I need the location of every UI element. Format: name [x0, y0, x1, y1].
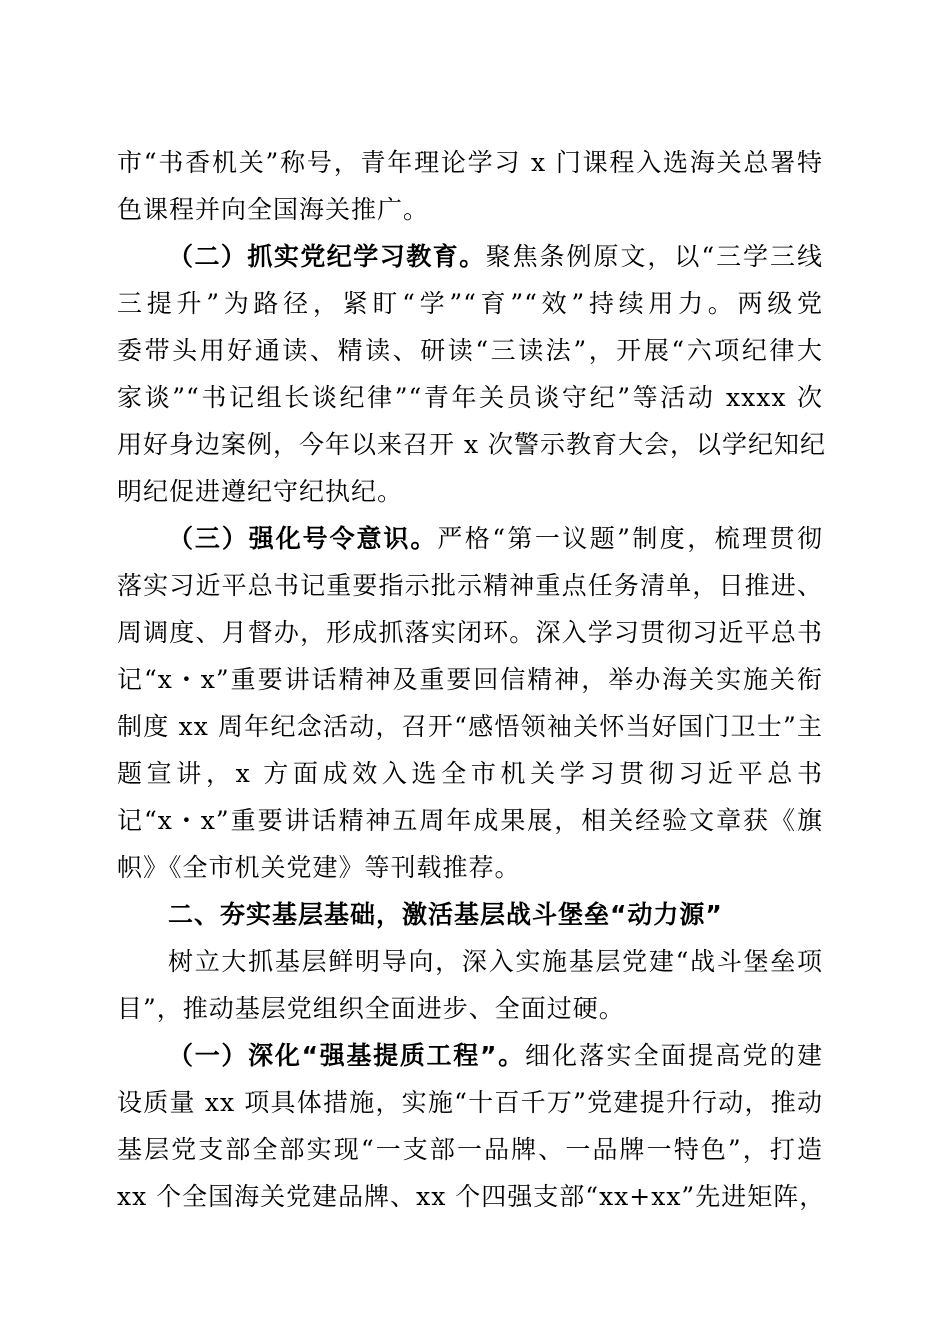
section-title: （一）深化“强基提质工程”。 [168, 1041, 525, 1070]
text-line: 记“x・x”重要讲话精神五周年成果展，相关经验文章获《旗 [117, 806, 823, 835]
text-line: 周调度、月督办，形成抓落实闭环。深入学习贯彻习近平总书 [117, 618, 823, 647]
text-line: 树立大抓基层鲜明导向，深入实施基层党建“战斗堡垒项 [168, 947, 823, 976]
text-line: 目”，推动基层党组织全面进步、全面过硬。 [117, 994, 625, 1023]
text-line: 题宣讲，x 方面成效入选全市机关学习贯彻习近平总书 [117, 759, 823, 788]
text-line: 委带头用好通读、精读、研读“三读法”，开展“六项纪律大 [117, 336, 823, 365]
text-segment: 细化落实全面提高党的建 [524, 1041, 823, 1070]
text-line: 制度 xx 周年纪念活动，召开“感悟领袖关怀当好国门卫士”主 [117, 712, 823, 741]
text-line: 设质量 xx 项具体措施，实施“十百千万”党建提升行动，推动 [117, 1088, 823, 1117]
text-segment: 聚焦条例原文，以“三学三线 [485, 242, 823, 271]
text-line: xx 个全国海关党建品牌、xx 个四强支部“xx+xx”先进矩阵， [117, 1182, 826, 1211]
text-line: 落实习近平总书记重要指示批示精神重点任务清单，日推进、 [117, 571, 823, 600]
text-line: 基层党支部全部实现“一支部一品牌、一品牌一特色”，打造 [117, 1135, 823, 1164]
text-line: 用好身边案例，今年以来召开 x 次警示教育大会，以学纪知纪 [117, 430, 826, 459]
text-line: 记“x・x”重要讲话精神及重要回信精神，举办海关实施关衔 [117, 665, 823, 694]
paragraph-first-line [168, 235, 823, 279]
text-line: 帜》《全市机关党建》等刊载推荐。 [117, 853, 521, 882]
text-line: 三提升”为路径，紧盯“学”“育”“效”持续用力。两级党 [117, 289, 823, 318]
text-line: 色课程并向全国海关推广。 [117, 195, 430, 224]
section-heading: 二、夯实基层基础，激活基层战斗堡垒“动力源” [168, 900, 723, 929]
paragraph-first-line [168, 1034, 823, 1078]
text-line: 家谈”“书记组长谈纪律”“青年关员谈守纪”等活动 xxxx 次 [117, 383, 823, 412]
section-title: （二）抓实党纪学习教育。 [168, 242, 486, 271]
text-segment: 严格“第一议题”制度，梳理贯彻 [437, 524, 823, 553]
paragraph-first-line [168, 517, 823, 561]
text-line: 市“书香机关”称号，青年理论学习 x 门课程入选海关总署特 [117, 148, 823, 177]
text-line: 明纪促进遵纪守纪执纪。 [117, 477, 404, 506]
section-title: （三）强化号令意识。 [168, 524, 438, 553]
